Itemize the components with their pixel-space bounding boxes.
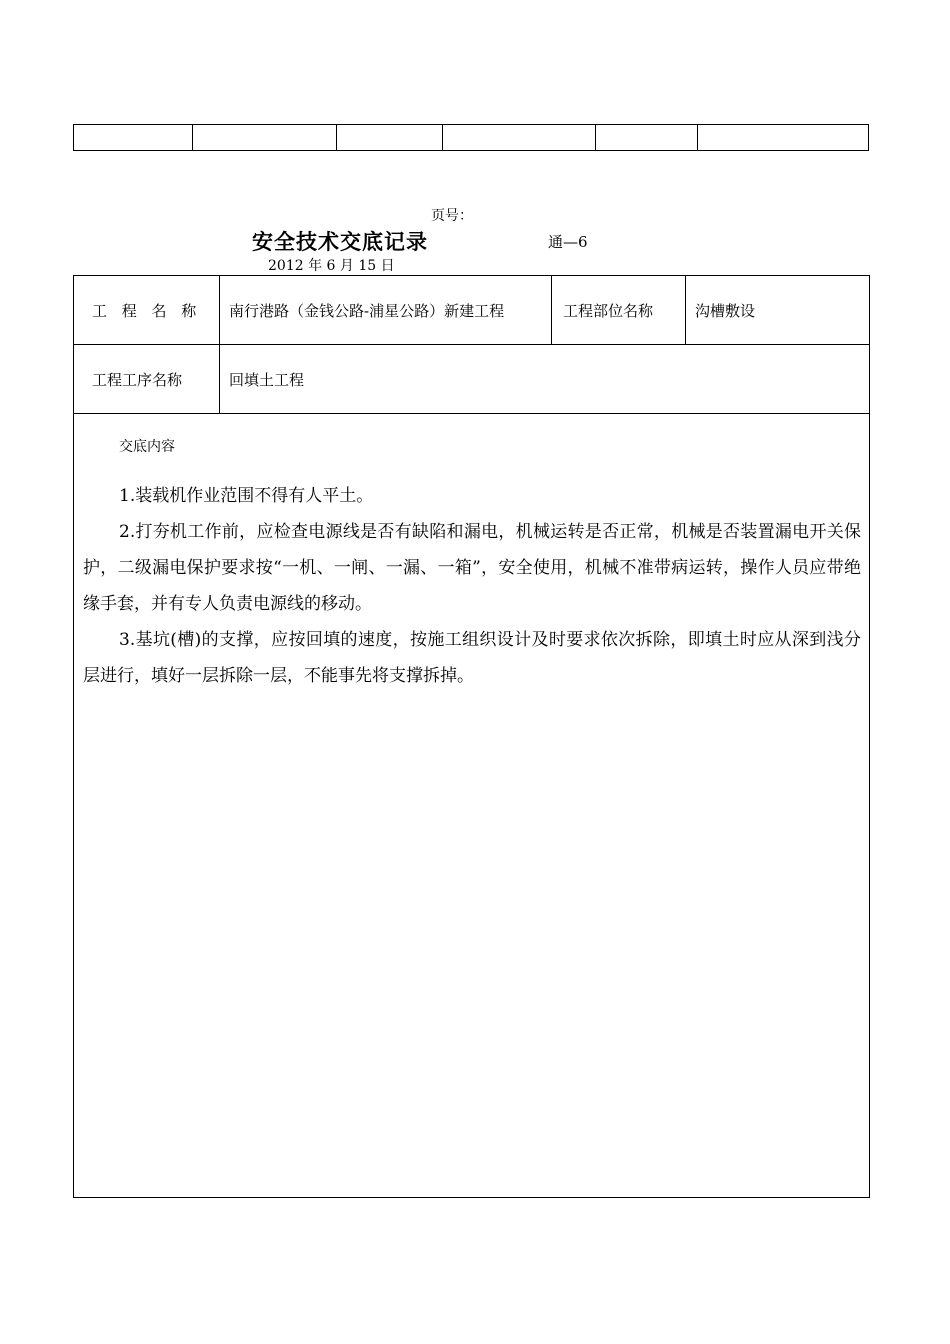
top-border-strip — [73, 124, 869, 151]
strip-cell — [193, 125, 337, 151]
part-name-value: 沟槽敷设 — [686, 276, 870, 345]
content-paragraph-2: 2.打夯机工作前，应检查电源线是否有缺陷和漏电，机械运转是否正常，机械是否装置漏电开关保护，二级漏电保护要求按“一机、一闸、一漏、一箱”，安全使用，机械不准带病运转，操作人员应带绝缘手套，并有专人负责电源线的移动。 — [83, 522, 861, 614]
strip-cell — [74, 125, 193, 151]
page-number-label: 页号： — [431, 208, 473, 224]
content-label: 交底内容 — [119, 439, 175, 455]
part-name-label: 工程部位名称 — [552, 276, 686, 345]
project-name-value: 南行港路（金钱公路-浦星公路）新建工程 — [220, 276, 552, 345]
strip-cell — [443, 125, 596, 151]
project-name-label: 工 程 名 称 — [74, 276, 220, 345]
content-paragraph-3: 3.基坑(槽)的支撑，应按回填的速度，按施工组织设计及时要求依次拆除，即填土时应从深到浅分层进行，填好一层拆除一层，不能事先将支撑拆掉。 — [83, 630, 861, 686]
process-name-label: 工程工序名称 — [74, 345, 220, 414]
content-paragraph-1: 1.装载机作业范围不得有人平土。 — [119, 486, 374, 506]
document-date: 2012 年 6 月 15 日 — [268, 258, 395, 274]
document-title: 安全技术交底记录 — [252, 229, 428, 254]
process-name-value: 回填土工程 — [220, 345, 870, 414]
strip-cell — [698, 125, 869, 151]
document-code: 通—6 — [548, 233, 588, 251]
content-section — [74, 414, 870, 1198]
strip-cell — [337, 125, 443, 151]
strip-cell — [596, 125, 698, 151]
briefing-form — [73, 275, 870, 1198]
